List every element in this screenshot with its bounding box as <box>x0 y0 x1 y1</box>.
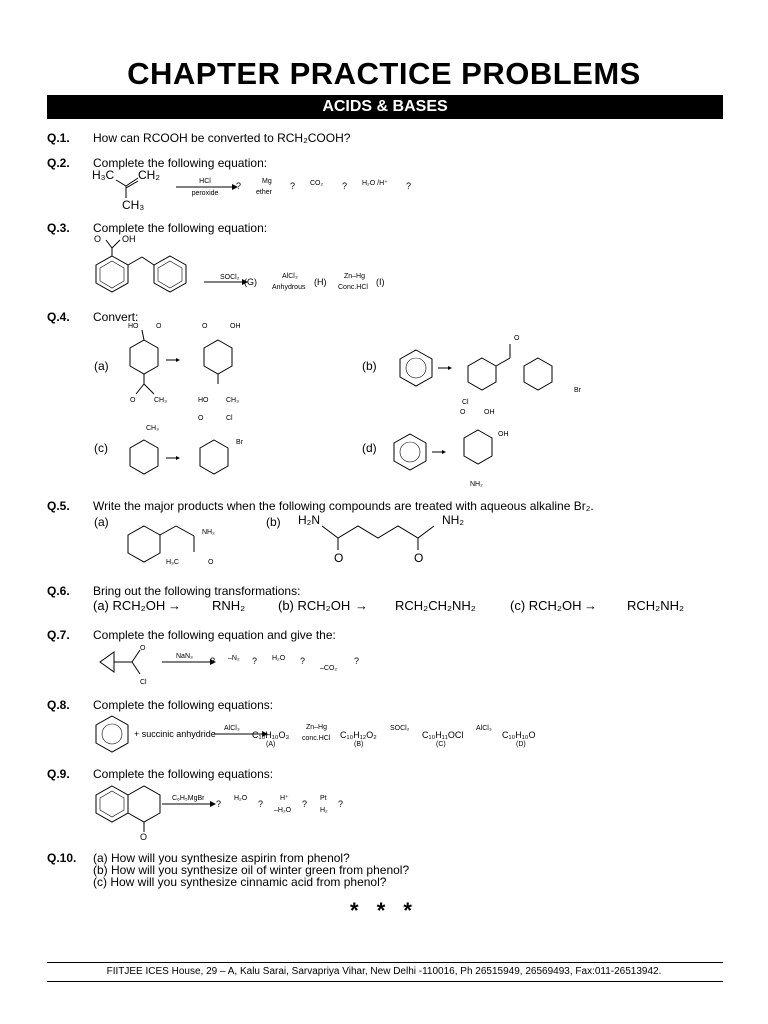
q5b-h2n: H₂N <box>298 513 320 527</box>
q8-scheme <box>92 712 562 760</box>
q4-schemes <box>90 318 610 498</box>
q4a-ho2: HO <box>198 397 209 404</box>
footer-address: FIITJEE ICES House, 29 – A, Kalu Sarai, Sarvapriya Vihar, New Delhi -110016, Ph 26515949, 26569493, Fax:011-26513942. <box>106 966 662 977</box>
question-number: Q.6. <box>47 584 70 598</box>
q4a-ho: HO <box>128 323 139 330</box>
q4a-o: O <box>156 323 162 330</box>
question-number: Q.3. <box>47 221 70 235</box>
q3-oh: OH <box>122 234 136 244</box>
footer-rule-bottom <box>47 981 723 982</box>
q4c-o: O <box>198 415 204 422</box>
q5a-o: O <box>208 559 214 566</box>
q6-a-product: RNH₂ <box>212 598 246 613</box>
q4-label-a: (a) <box>94 359 109 373</box>
q4d-oh2: OH <box>498 431 509 438</box>
question-number: Q.1. <box>47 131 70 145</box>
q4d-o: O <box>460 409 466 416</box>
q2-r2-top: Mg <box>262 178 272 185</box>
q4a-o3: O <box>202 323 208 330</box>
q6-c-product: RCH₂NH₂ <box>627 598 685 613</box>
q2-r4: H₂O /H⁺ <box>362 180 388 187</box>
question-text: Bring out the following transformations: <box>93 584 301 598</box>
q5-scheme <box>90 512 510 574</box>
question-text: Complete the following equations: <box>93 767 274 781</box>
question-text: Convert: <box>93 310 139 324</box>
q4c-br: Br <box>236 439 243 446</box>
q2-h3c: H₃C <box>92 168 115 182</box>
q4b-br: Br <box>574 387 581 394</box>
q8-l4: (D) <box>516 741 526 748</box>
q2-q2: ? <box>290 181 296 191</box>
q4c-cl: Cl <box>226 415 233 422</box>
question-number: Q.4. <box>47 310 70 324</box>
q4a-o2: O <box>130 397 136 404</box>
q3-r3-bot: Conc.HCl <box>338 284 368 291</box>
q2-r3: CO₂ <box>310 180 324 187</box>
q3-r1: SOCl₂ <box>220 274 240 281</box>
q4d-nh2: NH₂ <box>470 481 483 488</box>
q2-r1-bot: peroxide <box>191 190 219 197</box>
q9-q1: ? <box>216 799 222 809</box>
q3-h: (H) <box>314 277 327 287</box>
q6-c-arrow: → <box>584 598 597 613</box>
question-text: Complete the following equations: <box>93 698 274 712</box>
q4b-cl: Cl <box>462 399 469 406</box>
q9-q3: ? <box>302 799 308 809</box>
q9-scheme <box>92 780 372 842</box>
q4d-oh: OH <box>484 409 495 416</box>
q5b-o2: O <box>414 551 424 565</box>
q7-q3: ? <box>300 656 306 666</box>
question-number: Q.2. <box>47 156 70 170</box>
q3-scheme <box>92 232 402 302</box>
q7-o: O <box>140 645 146 652</box>
q9-o: O <box>140 832 148 842</box>
q7-scheme <box>92 640 382 688</box>
q7-cl: Cl <box>140 679 147 686</box>
question-text: How can RCOOH be converted to RCH₂COOH? <box>93 131 351 145</box>
question-text: Write the major products when the following compounds are treated with aqueous alkaline Br₂. <box>93 499 594 513</box>
q8-p2: C₁₀H₁₂O₂ <box>340 730 377 740</box>
question-number: Q.10. <box>47 851 77 865</box>
q9-q4: ? <box>338 799 344 809</box>
q6-a: (a) RCH₂OH <box>93 598 166 613</box>
q7-q1: ? <box>210 656 216 666</box>
q9-q2: ? <box>258 799 264 809</box>
q2-q1: ? <box>236 181 242 191</box>
q5a-h3c: H₃C <box>166 559 179 566</box>
q4-label-d: (d) <box>362 441 377 455</box>
q5b-o1: O <box>334 551 344 565</box>
q8-l3: (C) <box>436 741 446 748</box>
q2-scheme <box>90 166 430 212</box>
q8-l1: (A) <box>266 741 276 748</box>
q7-r2: –N₂ <box>228 655 240 662</box>
q8-p3: C₁₀H₁₁OCl <box>422 730 464 740</box>
q7-r3: H₂O <box>272 655 286 662</box>
q3-r3-top: Zn–Hg <box>344 273 366 280</box>
section-banner: ACIDS & BASES <box>47 95 723 119</box>
q3-g: (G) <box>244 277 257 287</box>
q10-item-c: (c) How will you synthesize cinnamic acid from phenol? <box>93 875 387 889</box>
q3-o: O <box>94 234 102 244</box>
question-number: Q.8. <box>47 698 70 712</box>
question-text: Complete the following equation and give the: <box>93 628 336 642</box>
q2-q4: ? <box>406 181 412 191</box>
question-number: Q.9. <box>47 767 70 781</box>
q2-r1-top: HCl <box>199 178 211 185</box>
q3-i: (I) <box>376 277 385 287</box>
q8-r2-top: Zn–Hg <box>306 724 328 731</box>
q9-r2: H₂O <box>234 795 248 802</box>
q3-r2-top: AlCl₃ <box>282 273 298 280</box>
q6-c: (c) RCH₂OH <box>510 598 582 613</box>
q4a-ch3: CH₃ <box>154 397 167 404</box>
q9-r3-top: H⁺ <box>280 795 289 802</box>
question-text: Complete the following equation: <box>93 156 268 170</box>
q8-reagent: + succinic anhydride <box>134 729 216 739</box>
q8-p4: C₁₀H₁₀O <box>502 730 536 740</box>
q9-r4-top: Pt <box>320 795 327 802</box>
q5a-nh2: NH₂ <box>202 529 215 536</box>
q5b-nh2: NH₂ <box>442 513 464 527</box>
page-title: CHAPTER PRACTICE PROBLEMS <box>127 56 641 91</box>
q5-label-a: (a) <box>94 515 109 529</box>
q6-b: (b) RCH₂OH <box>278 598 351 613</box>
q8-r4: AlCl₃ <box>476 725 492 732</box>
question-number: Q.5. <box>47 499 70 513</box>
q2-r2-bot: ether <box>256 189 272 196</box>
question-text: Complete the following equation: <box>93 221 268 235</box>
q8-r3: SOCl₂ <box>390 725 410 732</box>
q6-a-arrow: → <box>168 598 181 613</box>
q10-item-b: (b) How will you synthesize oil of winter green from phenol? <box>93 863 410 877</box>
q7-r4: –CO₂ <box>320 665 338 672</box>
q4a-oh: OH <box>230 323 241 330</box>
q8-p1: C₁₀H₁₀O₃ <box>252 730 290 740</box>
q10-item-a: (a) How will you synthesize aspirin from phenol? <box>93 851 350 865</box>
q9-r3-bot: –H₂O <box>274 807 292 814</box>
q8-l2: (B) <box>354 741 364 748</box>
q7-q4: ? <box>354 656 360 666</box>
q5-label-b: (b) <box>266 515 281 529</box>
q4a-ch3b: CH₃ <box>226 397 239 404</box>
q8-r1: AlCl₃ <box>224 725 240 732</box>
q7-r1: NaN₃ <box>176 653 193 660</box>
end-stars: * * * <box>350 898 418 923</box>
question-number: Q.7. <box>47 628 70 642</box>
q8-r2-bot: conc.HCl <box>302 735 331 742</box>
q7-q2: ? <box>252 656 258 666</box>
q9-r4-bot: H₂ <box>320 807 328 814</box>
q4b-o: O <box>514 335 520 342</box>
q4-label-b: (b) <box>362 359 377 373</box>
q2-ch2: CH₂ <box>138 168 160 182</box>
q2-q3: ? <box>342 181 348 191</box>
q4c-ch3: CH₃ <box>146 425 159 432</box>
q4-label-c: (c) <box>94 441 108 455</box>
q2-ch3: CH₃ <box>122 198 145 212</box>
q3-r2-bot: Anhydrous <box>272 284 306 291</box>
q9-r1: C₆H₅MgBr <box>172 795 205 802</box>
footer-rule-top <box>47 962 723 963</box>
q6-b-product: RCH₂CH₂NH₂ <box>395 598 476 613</box>
q6-b-arrow: → <box>355 598 368 613</box>
